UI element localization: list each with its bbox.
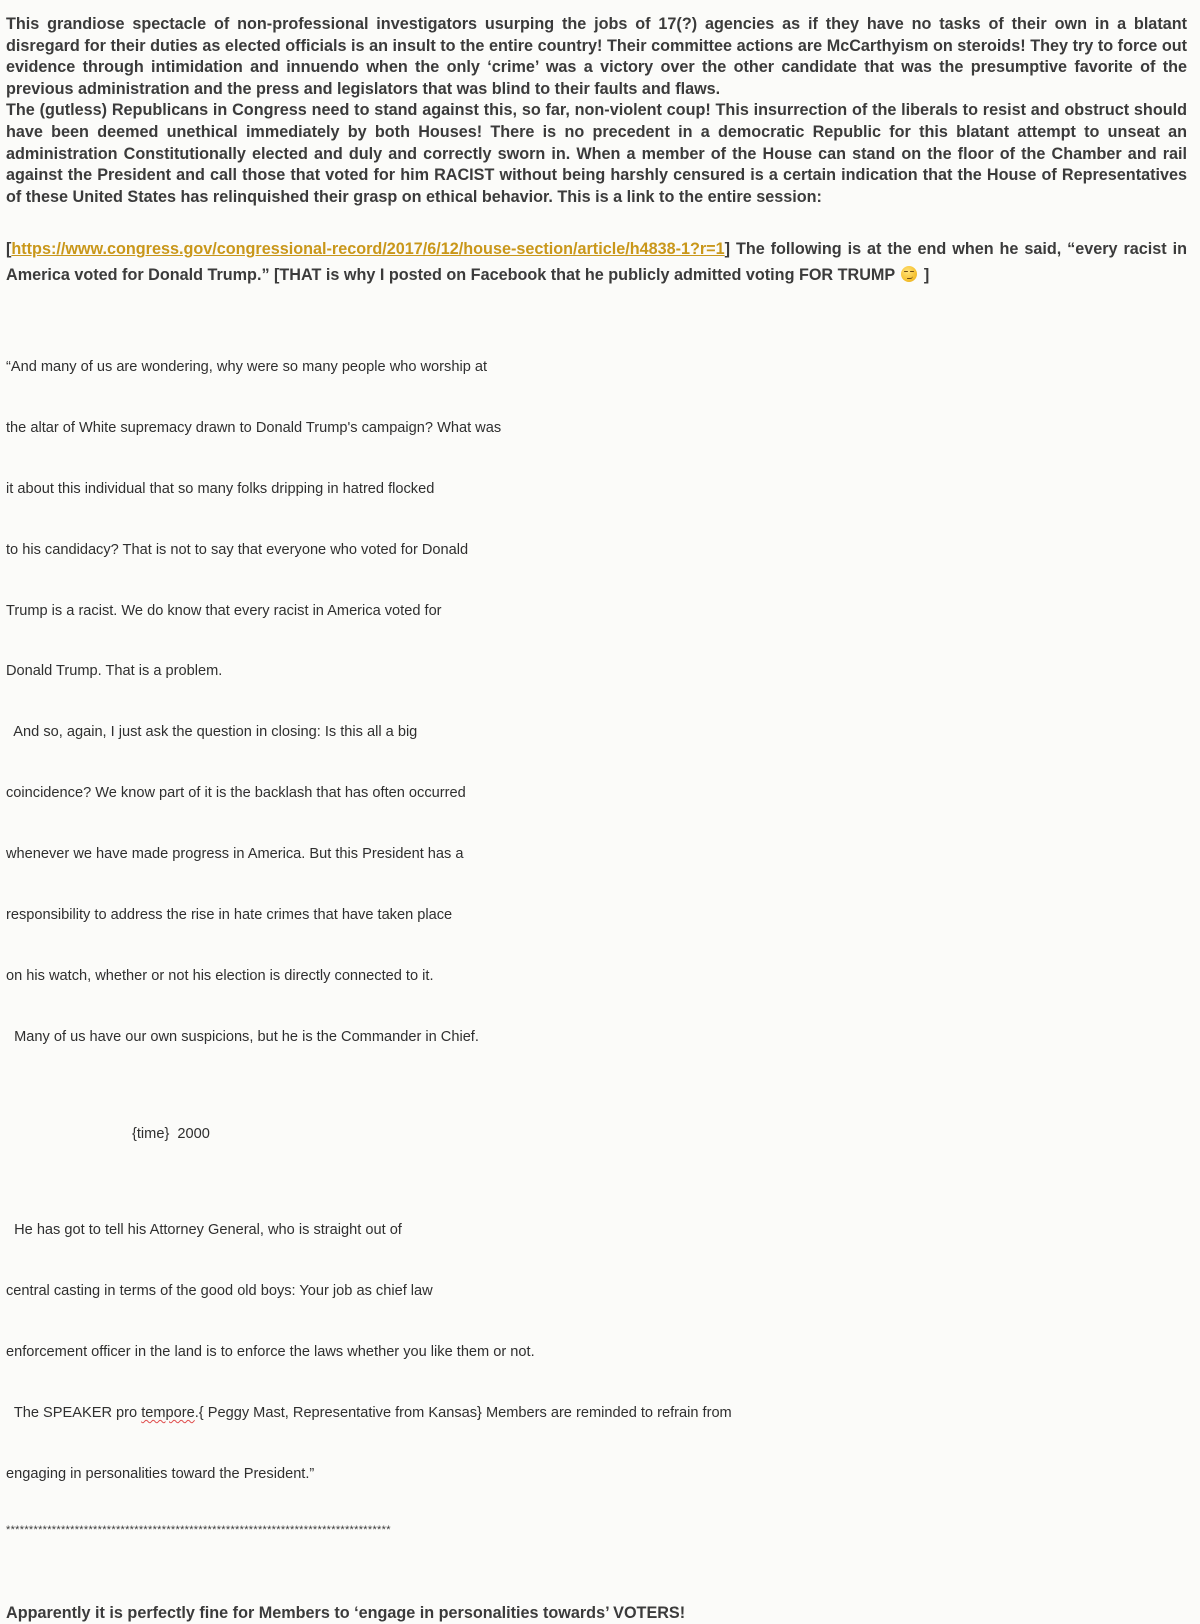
quote-line: to his candidacy? That is not to say that everyone who voted for Donald [6,541,469,558]
quote-line: responsibility to address the rise in hate crimes that have taken place [6,906,453,923]
paragraph-republicans: The (gutless) Republicans in Congress need to stand against this, so far, non-violent coup! This insurrection of the liberals to resist and obstruct should have been deemed unethical immediately by both Houses! There is no precedent in a democratic Republic for this blatant attempt to unseat an administration Constitutionally elected and duly and correctly sworn in. When a member of the House can stand on the floor of the Chamber and rail against the President and call those that voted for him RACIST without being harshly censured is a certain indication that the House of Representatives of these United States has relinquished their grasp on ethical behavior. This is a link to the entire session: [6,101,1187,206]
congress-record-link[interactable]: https://www.congress.gov/congressional-record/2017/6/12/house-section/article/h4838-1?r=1 [11,240,725,259]
speaker-line [6,1403,1187,1423]
link-followup-text: ] The following is at the end when he said, “every racist in America voted for Donald Trump.” [THAT is why I posted on Facebook that he publicly admitted voting FOR TRUMP [6,240,1187,284]
closing-remark: Apparently it is perfectly fine for Members to ‘engage in personalities towards’ VOTERS! [6,1604,686,1623]
quote-line: it about this individual that so many folks dripping in hatred flocked [6,480,435,497]
quote-line: whenever we have made progress in America. But this President has a [6,846,464,863]
speaker-prefix: The SPEAKER pro [6,1404,142,1421]
paragraph-intro: This grandiose spectacle of non-professional investigators usurping the jobs of 17(?) agencies as if they have no tasks of their own in a blatant disregard for their duties as elected officials is an insult to the entire country! Their committee actions are McCarthyism on steroids! They try to force out evidence through intimidation and innuendo when the only ‘crime’ was a victory over the other candidate that was the presumptive favorite of the previous administration and the press and legislators that was blind to their faults and flaws. [6,15,1187,98]
quote-closing-line: engaging in personalities toward the President.” [6,1465,315,1482]
quote-line: central casting in terms of the good old boys: Your job as chief law [6,1283,433,1299]
quoted-transcript [6,316,1187,1577]
spellcheck-flagged-word[interactable]: tempore [141,1404,195,1421]
open-bracket: [ [6,240,12,259]
paragraph-link [6,237,1187,288]
quote-line: enforcement officer in the land is to enforce the laws whether you like them or not. [6,1343,535,1360]
quote-line: on his watch, whether or not his election is directly connected to it. [6,967,434,984]
quote-line: coincidence? We know part of it is the backlash that has often occurred [6,785,466,802]
quote-line: Many of us have our own suspicions, but he is the Commander in Chief. [6,1028,479,1045]
quote-line: Donald Trump. That is a problem. [6,663,223,680]
closing-bracket: ] [919,265,930,284]
speaker-suffix: .{ Peggy Mast, Representative from Kansas} Members are reminded to refrain from [194,1404,732,1421]
quote-line: And so, again, I just ask the question in closing: Is this all a big [6,724,418,741]
quote-line: the altar of White supremacy drawn to Donald Trump's campaign? What was [6,419,502,436]
quote-line: “And many of us are wondering, why were so many people who worship at [6,358,488,375]
quote-line: Trump is a racist. We do know that every racist in America voted for [6,602,442,619]
quote-line: He has got to tell his Attorney General, who is straight out of [6,1222,402,1239]
smirking-face-emoji-icon [901,266,917,282]
time-marker: {time} 2000 [132,1125,210,1142]
asterisk-divider: ************************************************************************************ [6,1523,391,1536]
